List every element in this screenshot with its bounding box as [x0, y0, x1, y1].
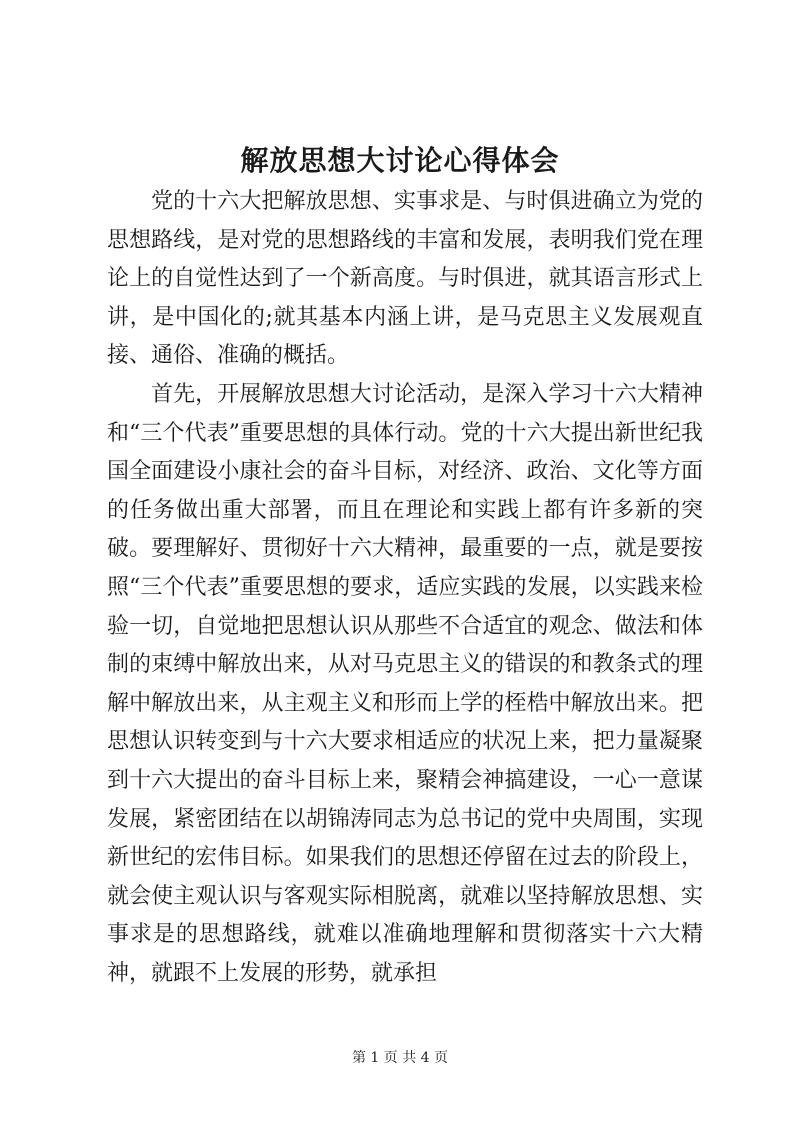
document-body — [107, 183, 703, 993]
document-title: 解放思想大讨论心得体会 — [240, 144, 560, 177]
paragraph-1: 党的十六大把解放思想、实事求是、与时俱进确立为党的思想路线，是对党的思想路线的丰富和发展，表明我们党在理论上的自觉性达到了一个新高度。与时俱进，就其语言形式上讲，是中国化的;就其基本内涵上讲，是马克思主义发展观直接、通俗、准确的概括。 — [107, 189, 703, 369]
page-footer: 第 1 页 共 4 页 — [351, 1050, 449, 1066]
paragraph-2: 首先，开展解放思想大讨论活动，是深入学习十六大精神和“三个代表”重要思想的具体行动。党的十六大提出新世纪我国全面建设小康社会的奋斗目标，对经济、政治、文化等方面的任务做出重大部署，而且在理论和实践上都有许多新的突破。要理解好、贯彻好十六大精神，最重要的一点，就是要按照“三个代表”重要思想的要求，适应实践的发展，以实践来检验一切，自觉地把思想认识从那些不合适宜的观念、做法和体制的束缚中解放出来，从对马克思主义的错误的和教条式的理解中解放出来，从主观主义和形而上学的桎梏中解放出来。把思想认识转变到与十六大要求相适应的状况上来，把力量凝聚到十六大提出的奋斗目标上来，聚精会神搞建设，一心一意谋发展，紧密团结在以胡锦涛同志为总书记的党中央周围，实现新世纪的宏伟目标。如果我们的思想还停留在过去的阶段上，就会使主观认识与客观实际相脱离，就难以坚持解放思想、实事求是的思想路线，就难以准确地理解和贯彻落实十六大精神，就跟不上发展的形势，就承担 — [107, 381, 703, 986]
